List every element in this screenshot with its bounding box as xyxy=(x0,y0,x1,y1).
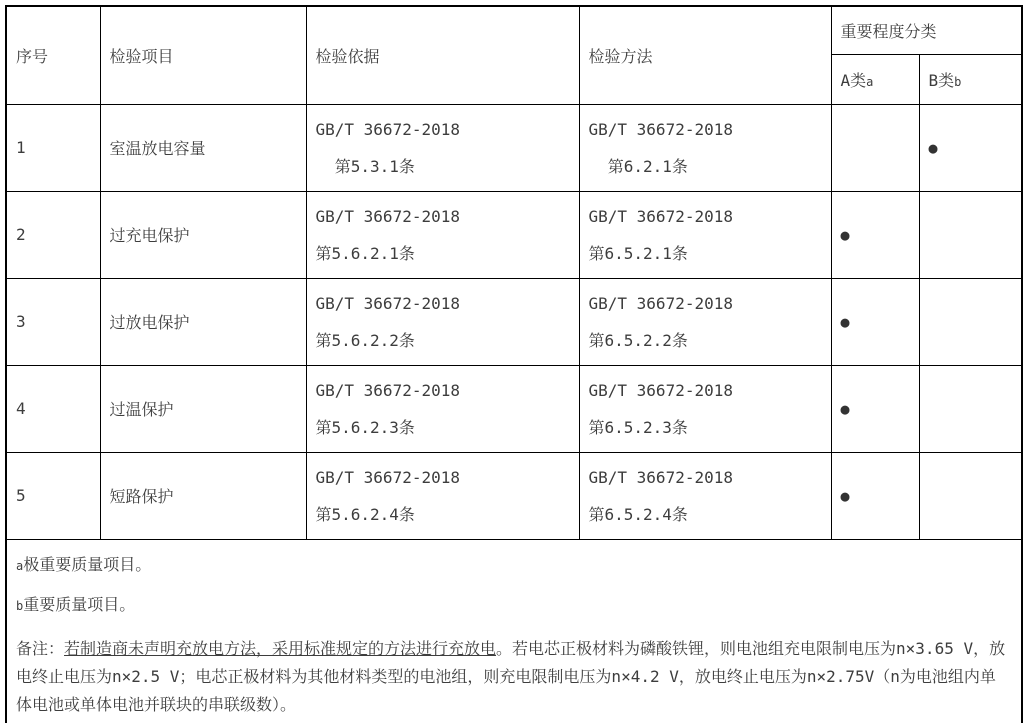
cell-serial: 4 xyxy=(6,365,100,452)
remark-rest-text: 。若电芯正极材料为磷酸铁锂，则电池组充电限制电压为n×3.65 V，放电终止电压为n×2.5 V；电芯正极材料为其他材料类型的电池组，则充电限制电压为n×4.2 V，放电终止电压为n×2.75V（n为电池组内单体电池或单体电池并联块的串联级数）。 xyxy=(16,638,1006,714)
remark-underlined-text: 若制造商未声明充放电方法，采用标准规定的方法进行充放电 xyxy=(64,638,497,658)
cell-basis xyxy=(306,452,579,539)
cell-method xyxy=(579,191,831,278)
cell-item: 短路保护 xyxy=(100,452,306,539)
table-row xyxy=(6,365,1022,452)
footnote-b-sup: b xyxy=(16,598,24,613)
basis-clause: 第5.6.2.3条 xyxy=(315,417,415,437)
header-serial: 序号 xyxy=(6,6,100,104)
class-a-mark: ● xyxy=(831,452,919,539)
class-b-sup: b xyxy=(954,74,962,89)
cell-basis xyxy=(306,365,579,452)
table-row xyxy=(6,104,1022,191)
basis-clause: 第5.6.2.4条 xyxy=(315,504,415,524)
class-a-mark: ● xyxy=(831,191,919,278)
basis-standard: GB/T 36672-2018 xyxy=(315,206,460,226)
cell-serial: 1 xyxy=(6,104,100,191)
cell-serial: 3 xyxy=(6,278,100,365)
class-a-mark: ● xyxy=(831,278,919,365)
table-row xyxy=(6,452,1022,539)
class-a-label: A类 xyxy=(840,70,867,90)
cell-method xyxy=(579,104,831,191)
method-standard: GB/T 36672-2018 xyxy=(588,467,733,487)
remark-paragraph xyxy=(16,635,1009,719)
cell-basis xyxy=(306,104,579,191)
cell-item: 室温放电容量 xyxy=(100,104,306,191)
cell-method xyxy=(579,452,831,539)
method-clause: 第6.5.2.4条 xyxy=(588,504,688,524)
cell-serial: 2 xyxy=(6,191,100,278)
basis-standard: GB/T 36672-2018 xyxy=(315,293,460,313)
method-clause: 第6.2.1条 xyxy=(588,156,688,176)
class-a-mark xyxy=(831,104,919,191)
method-standard: GB/T 36672-2018 xyxy=(588,380,733,400)
footnote-a-sup: a xyxy=(16,558,24,573)
cell-method xyxy=(579,278,831,365)
table-row xyxy=(6,191,1022,278)
class-b-mark xyxy=(919,278,1022,365)
basis-clause: 第5.6.2.2条 xyxy=(315,330,415,350)
footnote-a xyxy=(16,555,1009,576)
cell-serial: 5 xyxy=(6,452,100,539)
basis-standard: GB/T 36672-2018 xyxy=(315,467,460,487)
class-b-mark xyxy=(919,191,1022,278)
class-a-mark: ● xyxy=(831,365,919,452)
method-standard: GB/T 36672-2018 xyxy=(588,293,733,313)
basis-standard: GB/T 36672-2018 xyxy=(315,380,460,400)
header-item: 检验项目 xyxy=(100,6,306,104)
basis-clause: 第5.6.2.1条 xyxy=(315,243,415,263)
notes-section xyxy=(6,539,1022,723)
method-standard: GB/T 36672-2018 xyxy=(588,206,733,226)
footnote-b xyxy=(16,595,1009,616)
cell-basis xyxy=(306,191,579,278)
remark-prefix: 备注： xyxy=(16,638,65,658)
basis-standard: GB/T 36672-2018 xyxy=(315,119,460,139)
method-clause: 第6.5.2.2条 xyxy=(588,330,688,350)
table-row xyxy=(6,278,1022,365)
header-class-a xyxy=(831,54,919,104)
class-b-mark: ● xyxy=(919,104,1022,191)
cell-item: 过充电保护 xyxy=(100,191,306,278)
header-basis: 检验依据 xyxy=(306,6,579,104)
cell-method xyxy=(579,365,831,452)
header-method: 检验方法 xyxy=(579,6,831,104)
cell-item: 过放电保护 xyxy=(100,278,306,365)
class-a-sup: a xyxy=(866,74,874,89)
header-class-b xyxy=(919,54,1022,104)
basis-clause: 第5.3.1条 xyxy=(315,156,415,176)
class-b-mark xyxy=(919,365,1022,452)
inspection-items-table xyxy=(5,5,1023,723)
footnote-b-text: 重要质量项目。 xyxy=(23,594,136,614)
method-standard: GB/T 36672-2018 xyxy=(588,119,733,139)
class-b-label: B类 xyxy=(928,70,955,90)
cell-item: 过温保护 xyxy=(100,365,306,452)
class-b-mark xyxy=(919,452,1022,539)
cell-basis xyxy=(306,278,579,365)
header-importance: 重要程度分类 xyxy=(831,6,1022,54)
footnote-a-text: 极重要质量项目。 xyxy=(23,554,152,574)
method-clause: 第6.5.2.3条 xyxy=(588,417,688,437)
method-clause: 第6.5.2.1条 xyxy=(588,243,688,263)
